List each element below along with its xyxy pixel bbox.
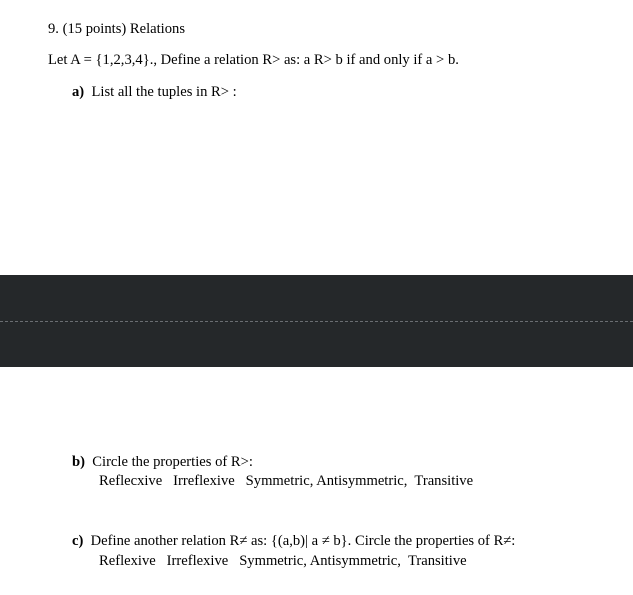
part-b-prompt: Circle the properties of R>: [92,454,253,470]
part-a-prompt: List all the tuples in R> : [91,84,237,100]
part-a-label: a) [72,84,85,100]
part-b-label: b) [72,454,85,470]
problem-heading: 9. (15 points) Relations [48,21,186,37]
part-c-label: c) [72,533,84,549]
problem-intro: Let A = {1,2,3,4}., Define a relation R> as: a R> b if and only if a > b. [48,52,459,68]
part-c [72,532,515,550]
band-divider [0,321,633,322]
dark-band [0,275,633,367]
part-b-options: Reflecxive Irreflexive Symmetric, Antisymmetric, Transitive [99,473,474,489]
part-b [72,453,253,471]
part-c-prompt: Define another relation R≠ as: {(a,b)| a ≠ b}. Circle the properties of R≠: [90,533,516,549]
part-a [72,83,237,101]
part-c-options: Reflexive Irreflexive Symmetric, Antisymmetric, Transitive [99,553,467,569]
